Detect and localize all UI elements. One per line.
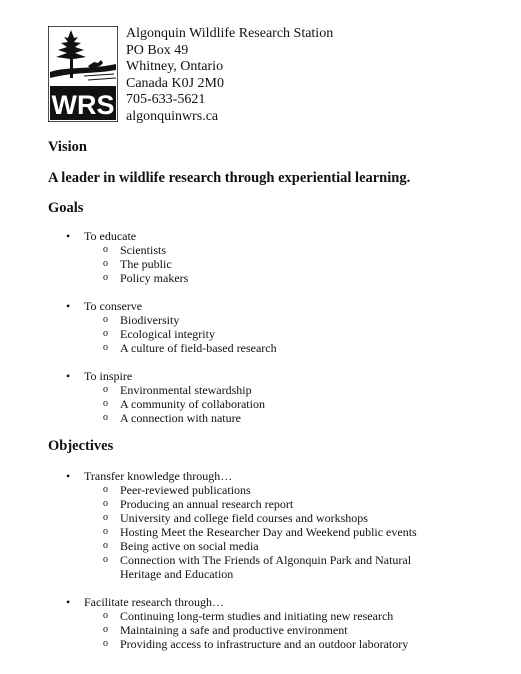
list-item: o Peer-reviewed publications <box>103 483 251 497</box>
po-box: PO Box 49 <box>126 42 189 58</box>
list-item: o Producing an annual research report <box>103 497 294 511</box>
list-item: o A community of collaboration <box>103 397 265 411</box>
list-item: o Ecological integrity <box>103 327 215 341</box>
sub-bullet-icon: o <box>103 258 108 269</box>
city: Whitney, Ontario <box>126 59 224 74</box>
wrs-logo <box>48 26 118 122</box>
sub-bullet-icon: o <box>103 328 108 339</box>
list-item: o Environmental stewardship <box>103 383 252 397</box>
list-item: o A connection with nature <box>103 411 241 425</box>
list-item: • To inspire o Environmental stewardship o A community of collaboration o A connection with nature <box>66 369 277 425</box>
bullet-icon: • <box>66 469 71 483</box>
list-item: o Hosting Meet the Researcher Day and Weekend public events <box>103 525 417 539</box>
sub-bullet-icon: o <box>103 638 108 649</box>
list-item: o Continuing long-term studies and initiating new research <box>103 609 394 623</box>
sub-bullet-icon: o <box>103 244 108 255</box>
sub-bullet-icon: o <box>103 512 108 523</box>
sub-bullet-icon: o <box>103 398 108 409</box>
sub-bullet-icon: o <box>103 526 108 537</box>
sub-bullet-icon: o <box>103 412 108 423</box>
sub-bullet-icon: o <box>103 272 108 283</box>
sub-bullet-icon: o <box>103 498 108 509</box>
sub-bullet-icon: o <box>103 484 108 495</box>
sub-bullet-icon: o <box>103 540 108 551</box>
list-item: o University and college field courses and workshops <box>103 511 368 525</box>
phone: 705-633-5621 <box>126 92 206 107</box>
objectives-list <box>66 469 440 651</box>
bullet-icon: • <box>66 299 71 313</box>
list-item: o Connection with The Friends of Algonquin Park and Natural Heritage and Education <box>103 553 412 581</box>
sub-bullet-icon: o <box>103 624 108 635</box>
vision-heading: Vision <box>48 139 87 155</box>
org-name: Algonquin Wildlife Research Station <box>126 26 334 41</box>
list-item: o Maintaining a safe and productive environment <box>103 623 348 637</box>
sub-bullet-icon: o <box>103 610 108 621</box>
list-item: • To educate o Scientists o The public o Policy makers <box>66 229 277 285</box>
sub-bullet-icon: o <box>103 554 108 565</box>
list-item: o Scientists <box>103 243 167 257</box>
bullet-icon: • <box>66 595 71 609</box>
list-item: o Biodiversity <box>103 313 180 327</box>
bullet-icon: • <box>66 369 71 383</box>
logo-text: WRS <box>51 90 115 120</box>
list-item: o Policy makers <box>103 271 189 285</box>
sub-bullet-icon: o <box>103 314 108 325</box>
bullet-icon: • <box>66 229 71 243</box>
list-item: o Providing access to infrastructure and an outdoor laboratory <box>103 637 409 651</box>
country-postal: Canada K0J 2M0 <box>126 75 224 91</box>
objectives-heading: Objectives <box>48 438 114 454</box>
website: algonquinwrs.ca <box>126 108 219 124</box>
vision-statement: A leader in wildlife research through experiential learning. <box>48 170 411 186</box>
sub-bullet-icon: o <box>103 342 108 353</box>
list-item: • Transfer knowledge through… o Peer-reviewed publications o Producing an annual research report o University and college field courses and workshops o Hosting Meet the Researcher Day and Weekend public events o Being active on social media o Connection with The Friends of Algonquin Park and Natural Heritage and Education <box>66 469 440 581</box>
list-item: o Being active on social media <box>103 539 259 553</box>
sub-bullet-icon: o <box>103 384 108 395</box>
list-item: • To conserve o Biodiversity o Ecological integrity o A culture of field-based research <box>66 299 277 355</box>
list-item: o A culture of field-based research <box>103 341 277 355</box>
list-item: • Facilitate research through… o Continuing long-term studies and initiating new research o Maintaining a safe and productive environment o Providing access to infrastructure and an outdoor laboratory <box>66 595 440 651</box>
goals-heading: Goals <box>48 200 84 216</box>
list-item: o The public <box>103 257 172 271</box>
address-block <box>126 26 333 125</box>
goals-list <box>66 229 277 425</box>
